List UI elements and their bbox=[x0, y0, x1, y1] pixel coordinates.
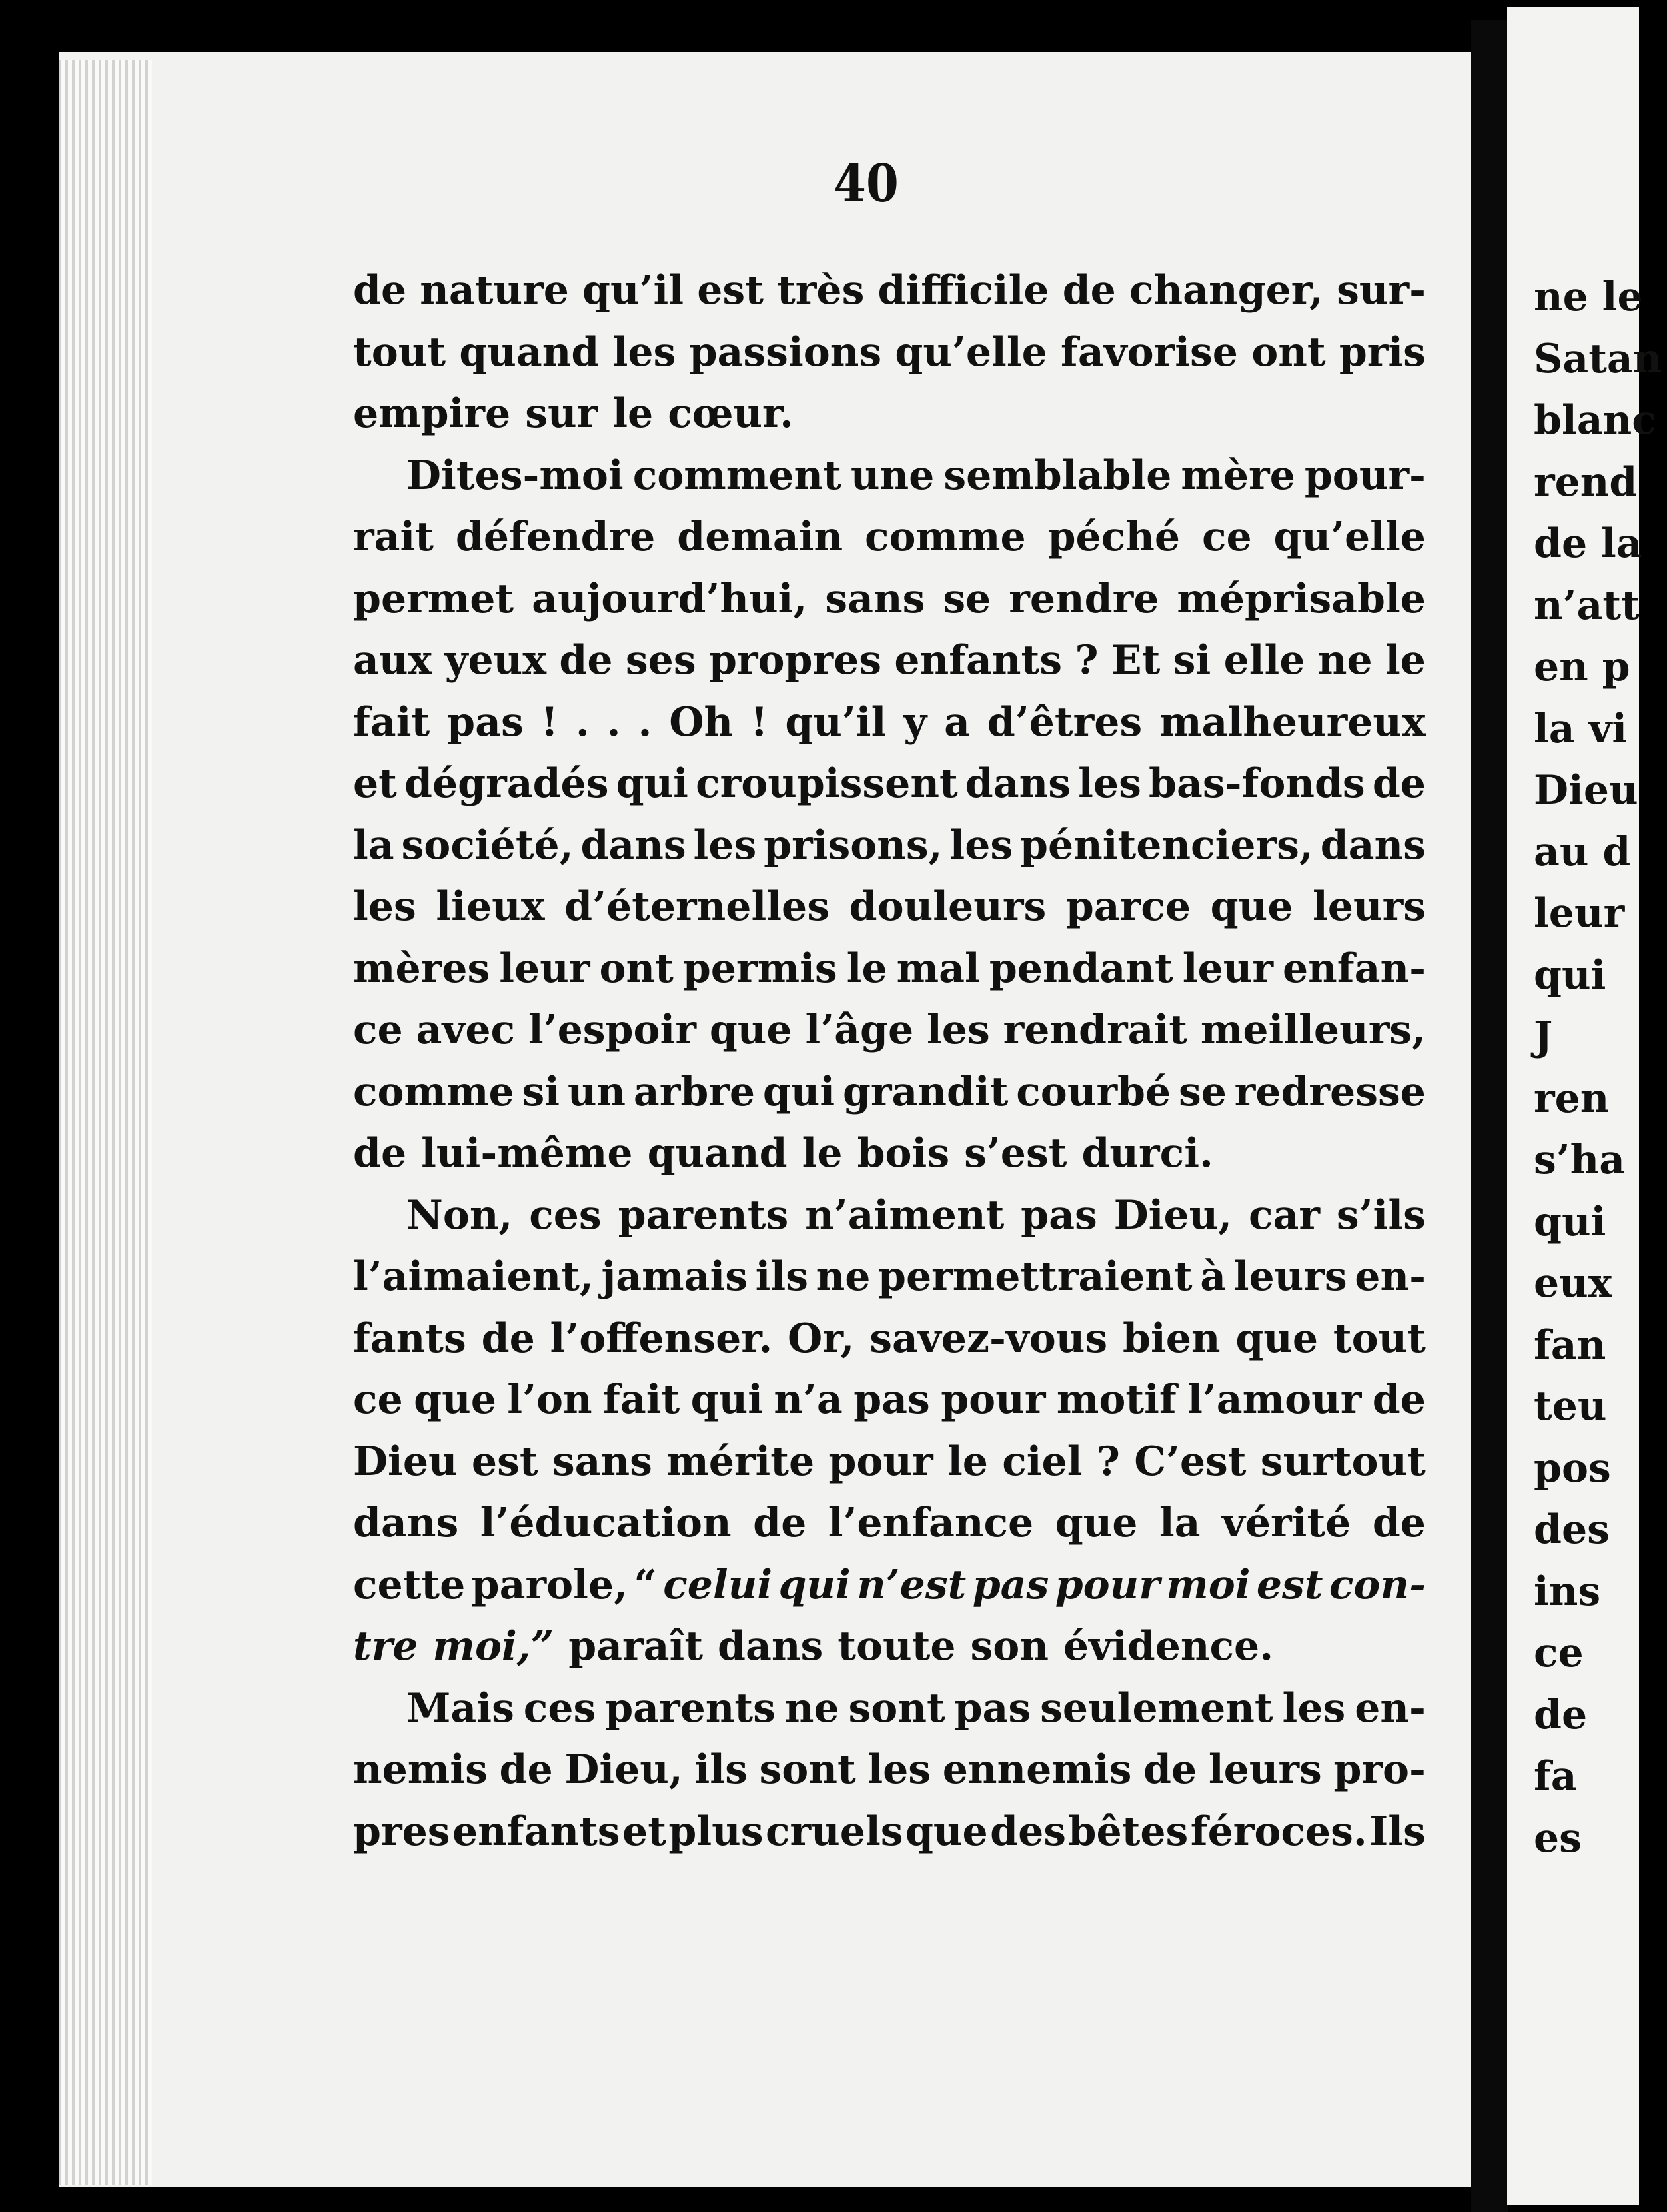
right-page-fragment: ce bbox=[1534, 1630, 1584, 1676]
right-page-fragment: s’ha bbox=[1534, 1137, 1626, 1183]
right-page-fragment: J bbox=[1534, 1013, 1553, 1060]
right-page-fragment: des bbox=[1534, 1506, 1610, 1553]
right-page-fragment: la vi bbox=[1534, 705, 1628, 752]
page-number: 40 bbox=[834, 153, 899, 214]
text-line: tout quand les passions qu’elle favorise ont pris bbox=[353, 328, 1426, 376]
body-text bbox=[353, 260, 1426, 1862]
right-page-fragment: ne le bbox=[1534, 274, 1643, 320]
text-line: les lieux d’éternelles douleurs parce que leurs bbox=[353, 883, 1426, 930]
right-page-fragment: au d bbox=[1534, 828, 1631, 875]
right-page-fragment: es bbox=[1534, 1814, 1582, 1862]
text-line: fait pas ! . . . Oh ! qu’il y a d’êtres malheureux bbox=[353, 698, 1426, 746]
text-line: cette parole, “ celui qui n’est pas pour moi est con- bbox=[353, 1561, 1426, 1608]
text-line: et dégradés qui croupissent dans les bas-fonds de bbox=[353, 760, 1426, 807]
book-gutter bbox=[1471, 20, 1508, 2212]
right-page-fragment: qui bbox=[1534, 951, 1606, 999]
right-page bbox=[1507, 7, 1662, 2205]
right-page-fragment: pos bbox=[1534, 1444, 1611, 1492]
right-page-fragment: eux bbox=[1534, 1260, 1612, 1307]
right-page-fragment: qui bbox=[1534, 1198, 1606, 1245]
right-page-fragment: Satan bbox=[1534, 335, 1662, 382]
text-line: de nature qu’il est très difficile de changer, sur- bbox=[353, 267, 1426, 314]
right-page-fragment: rend bbox=[1534, 458, 1638, 506]
text-line: permet aujourd’hui, sans se rendre méprisable bbox=[353, 575, 1426, 622]
right-page-fragment: de la bbox=[1534, 520, 1642, 567]
text-line: empire sur le cœur. bbox=[353, 390, 794, 437]
text-line: Dieu est sans mérite pour le ciel ? C’est surtout bbox=[353, 1438, 1426, 1485]
page-edges bbox=[59, 60, 152, 2185]
text-line: ce avec l’espoir que l’âge les rendrait meilleurs, bbox=[353, 1007, 1426, 1053]
right-page-fragment: ren bbox=[1534, 1075, 1610, 1122]
text-line: de lui-même quand le bois s’est durci. bbox=[353, 1130, 1213, 1177]
text-line: Mais ces parents ne sont pas seulement les en- bbox=[406, 1684, 1426, 1732]
text-line: fants de l’offenser. Or, savez-vous bien que tout bbox=[353, 1315, 1426, 1362]
right-page-fragment: n’att bbox=[1534, 582, 1640, 629]
text-line: mères leur ont permis le mal pendant leur enfan- bbox=[353, 945, 1426, 992]
text-line: Dites-moi comment une semblable mère pour- bbox=[406, 452, 1426, 499]
right-page-fragment: fan bbox=[1534, 1321, 1606, 1369]
text-line: comme si un arbre qui grandit courbé se redresse bbox=[353, 1068, 1426, 1115]
text-line: dans l’éducation de l’enfance que la vérité de bbox=[353, 1500, 1426, 1546]
right-page-fragment: de bbox=[1534, 1691, 1588, 1738]
text-line: aux yeux de ses propres enfants ? Et si elle ne le bbox=[353, 637, 1426, 684]
right-page-fragment: fa bbox=[1534, 1753, 1577, 1800]
right-page-fragment: ins bbox=[1534, 1568, 1601, 1615]
text-line: la société, dans les prisons, les pénitenciers, dans bbox=[353, 822, 1426, 869]
right-page-fragment: leur bbox=[1534, 890, 1625, 937]
right-page-text bbox=[1534, 267, 1667, 1869]
right-page-fragment: Dieu bbox=[1534, 767, 1638, 814]
text-line: l’aimaient, jamais ils ne permettraient à leurs en- bbox=[353, 1253, 1426, 1300]
text-line: pres enfants et plus cruels que des bêtes féroces. Ils bbox=[353, 1808, 1426, 1855]
text-line: rait défendre demain comme péché ce qu’elle bbox=[353, 514, 1426, 560]
right-page-fragment: teu bbox=[1534, 1383, 1607, 1430]
text-line: nemis de Dieu, ils sont les ennemis de leurs pro- bbox=[353, 1746, 1426, 1793]
text-line: ce que l’on fait qui n’a pas pour motif l’amour de bbox=[353, 1377, 1426, 1423]
right-page-fragment: blanc bbox=[1534, 397, 1656, 444]
text-line: Non, ces parents n’aiment pas Dieu, car s’ils bbox=[406, 1191, 1426, 1239]
right-page-fragment: en p bbox=[1534, 644, 1630, 690]
text-line: tre moi,” paraît dans toute son évidence. bbox=[353, 1623, 1274, 1670]
